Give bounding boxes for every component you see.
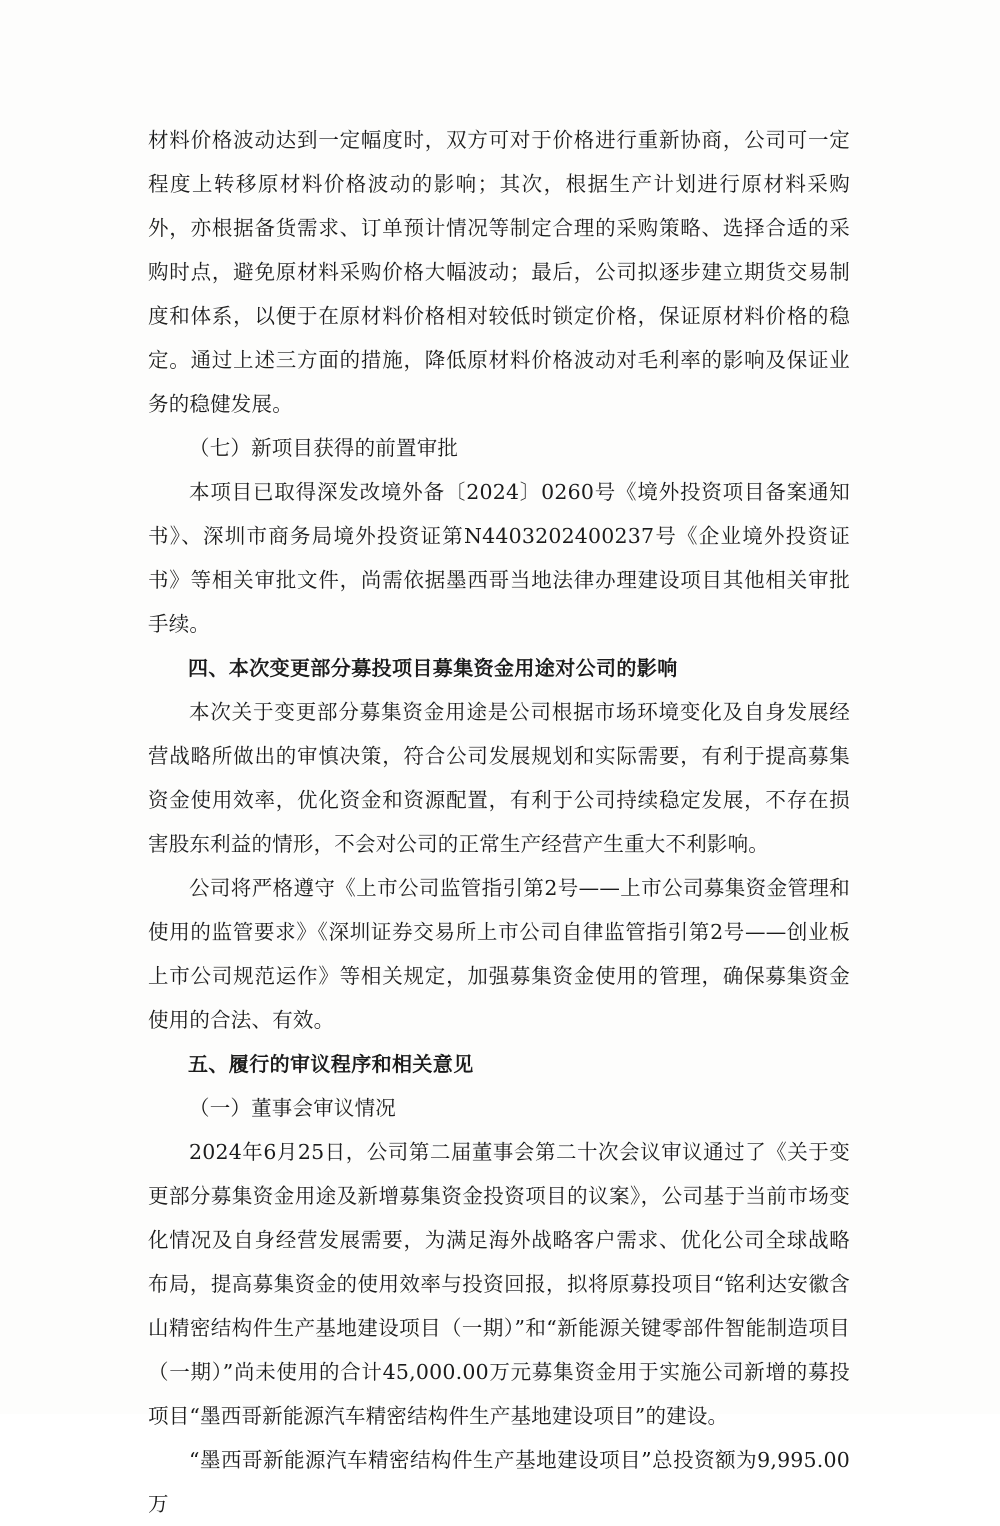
paragraph-impact-second: 公司将严格遵守《上市公司监管指引第2号——上市公司募集资金管理和使用的监管要求》《深圳证券交易所上市公司自律监管指引第2号——创业板上市公司规范运作》等相关规定，加强募集资金使用的管理，确保募集资金使用的合法、有效。 [148,876,850,1032]
subheading-board-review: （一）董事会审议情况 [189,1096,396,1120]
paragraph-impact-first: 本次关于变更部分募集资金用途是公司根据市场环境变化及自身发展经营战略所做出的审慎决策，符合公司发展规划和实际需要，有利于提高募集资金使用效率，优化资金和资源配置，有利于公司持续稳定发展，不存在损害股东利益的情形，不会对公司的正常生产经营产生重大不利影响。 [148,700,850,856]
paragraph-investment-amount: “墨西哥新能源汽车精密结构件生产基地建设项目”总投资额为9,995.00万 [148,1448,850,1516]
subheading-new-project-approval: （七）新项目获得的前置审批 [189,436,459,460]
paragraph-materials-price: 材料价格波动达到一定幅度时，双方可对于价格进行重新协商，公司可一定程度上转移原材料价格波动的影响；其次，根据生产计划进行原材料采购外，亦根据备货需求、订单预计情况等制定合理的采购策略、选择合适的采购时点，避免原材料采购价格大幅波动；最后，公司拟逐步建立期货交易制度和体系，以便于在原材料价格相对较低时锁定价格，保证原材料价格的稳定。通过上述三方面的措施，降低原材料价格波动对毛利率的影响及保证业务的稳健发展。 [148,128,850,416]
document-body [148,118,850,1526]
paragraph-board-review-detail: 2024年6月25日，公司第二届董事会第二十次会议审议通过了《关于变更部分募集资金用途及新增募集资金投资项目的议案》，公司基于当前市场变化情况及自身经营发展需要，为满足海外战略客户需求、优化公司全球战略布局，提高募集资金的使用效率与投资回报，拟将原募投项目“铭利达安徽含山精密结构件生产基地建设项目（一期）”和“新能源关键零部件智能制造项目（一期）”尚未使用的合计45,000.00万元募集资金用于实施公司新增的募投项目“墨西哥新能源汽车精密结构件生产基地建设项目”的建设。 [148,1140,850,1428]
heading-section-four: 四、本次变更部分募投项目募集资金用途对公司的影响 [188,656,678,680]
heading-section-five: 五、履行的审议程序和相关意见 [188,1052,474,1076]
paragraph-approvals: 本项目已取得深发改境外备〔2024〕0260号《境外投资项目备案通知书》、深圳市商务局境外投资证第N4403202400237号《企业境外投资证书》等相关审批文件，尚需依据墨西哥当地法律办理建设项目其他相关审批手续。 [148,480,850,636]
